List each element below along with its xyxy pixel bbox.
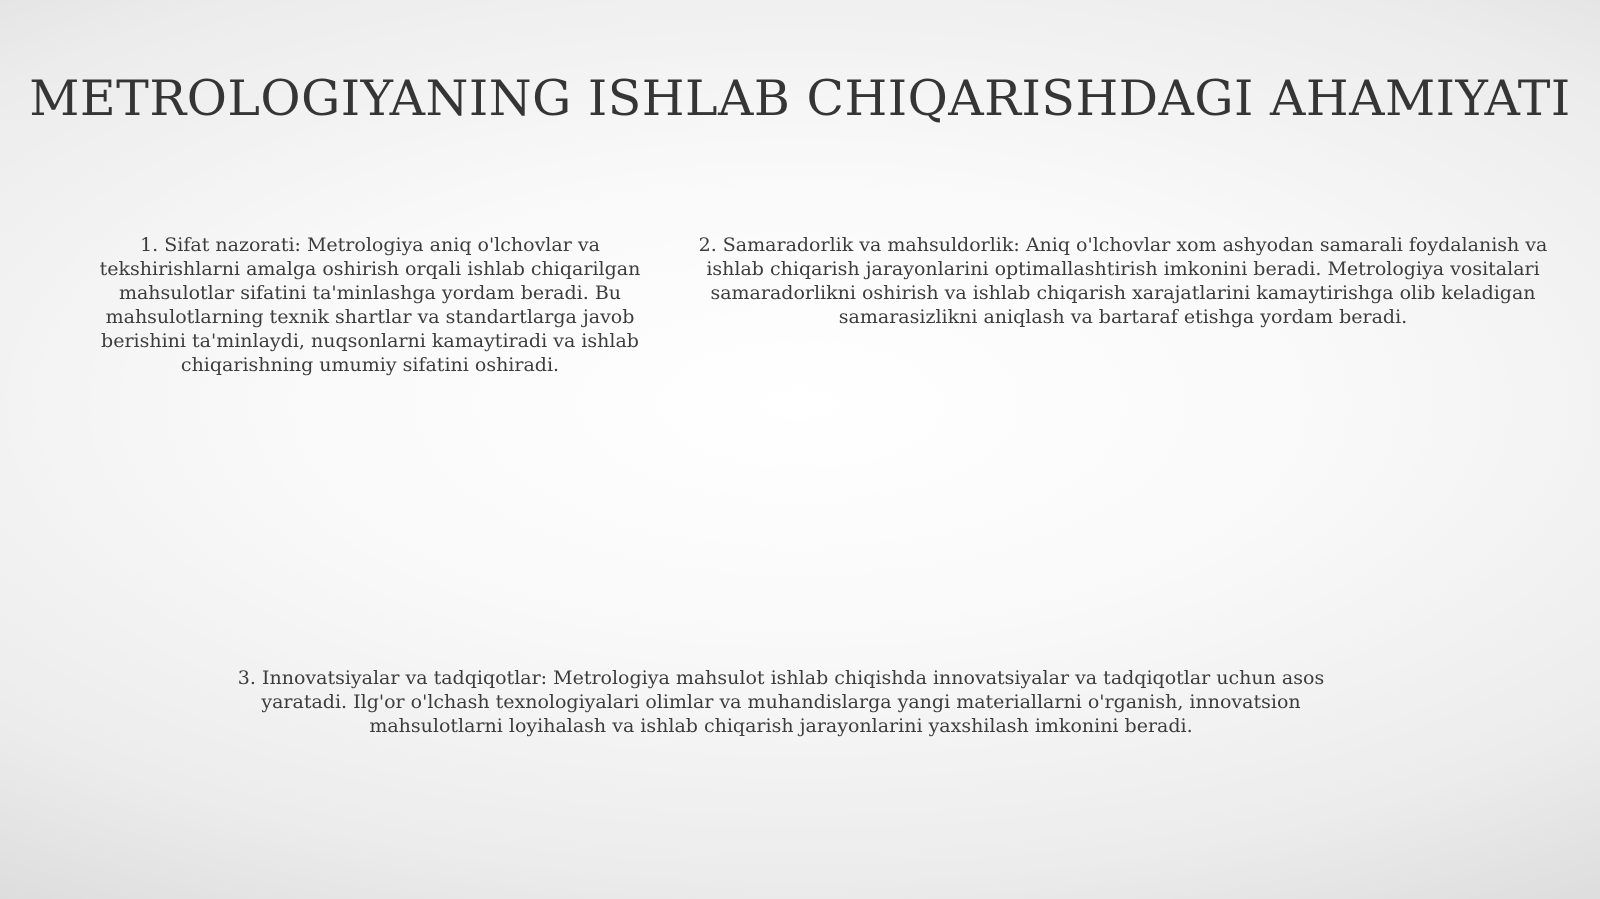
- point-quality-control: 1. Sifat nazorati: Metrologiya aniq o'lchovlar va tekshirishlarni amalga oshirish orqali ishlab chiqarilgan mahsulotlar sifatini ta'minlashga yordam beradi. Bu mahsulotlarning texnik shartlar va standartlarga javob berishini ta'minlaydi, nuqsonlarni kamaytiradi va ishlab chiqarishning umumiy sifatini oshiradi.: [99, 234, 641, 376]
- slide-title: METROLOGIYANING ISHLAB CHIQARISHDAGI AHAMIYATI: [29, 70, 1571, 127]
- point-efficiency-productivity: 2. Samaradorlik va mahsuldorlik: Aniq o'lchovlar xom ashyodan samarali foydalanish va ishlab chiqarish jarayonlarini optimallashtirish imkonini beradi. Metrologiya vositalari samaradorlikni oshirish va ishlab chiqarish xarajatlarini kamaytirishga olib keladigan samarasizlikni aniqlash va bartaraf etishga yordam beradi.: [698, 234, 1548, 328]
- point-innovation-research: 3. Innovatsiyalar va tadqiqotlar: Metrologiya mahsulot ishlab chiqishda innovatsiyalar va tadqiqotlar uchun asos yaratadi. Ilg'or o'lchash texnologiyalari olimlar va muhandislarga yangi materiallarni o'rganish, innovatsion mahsulotlarni loyihalash va ishlab chiqarish jarayonlarini yaxshilash imkonini beradi.: [237, 667, 1325, 737]
